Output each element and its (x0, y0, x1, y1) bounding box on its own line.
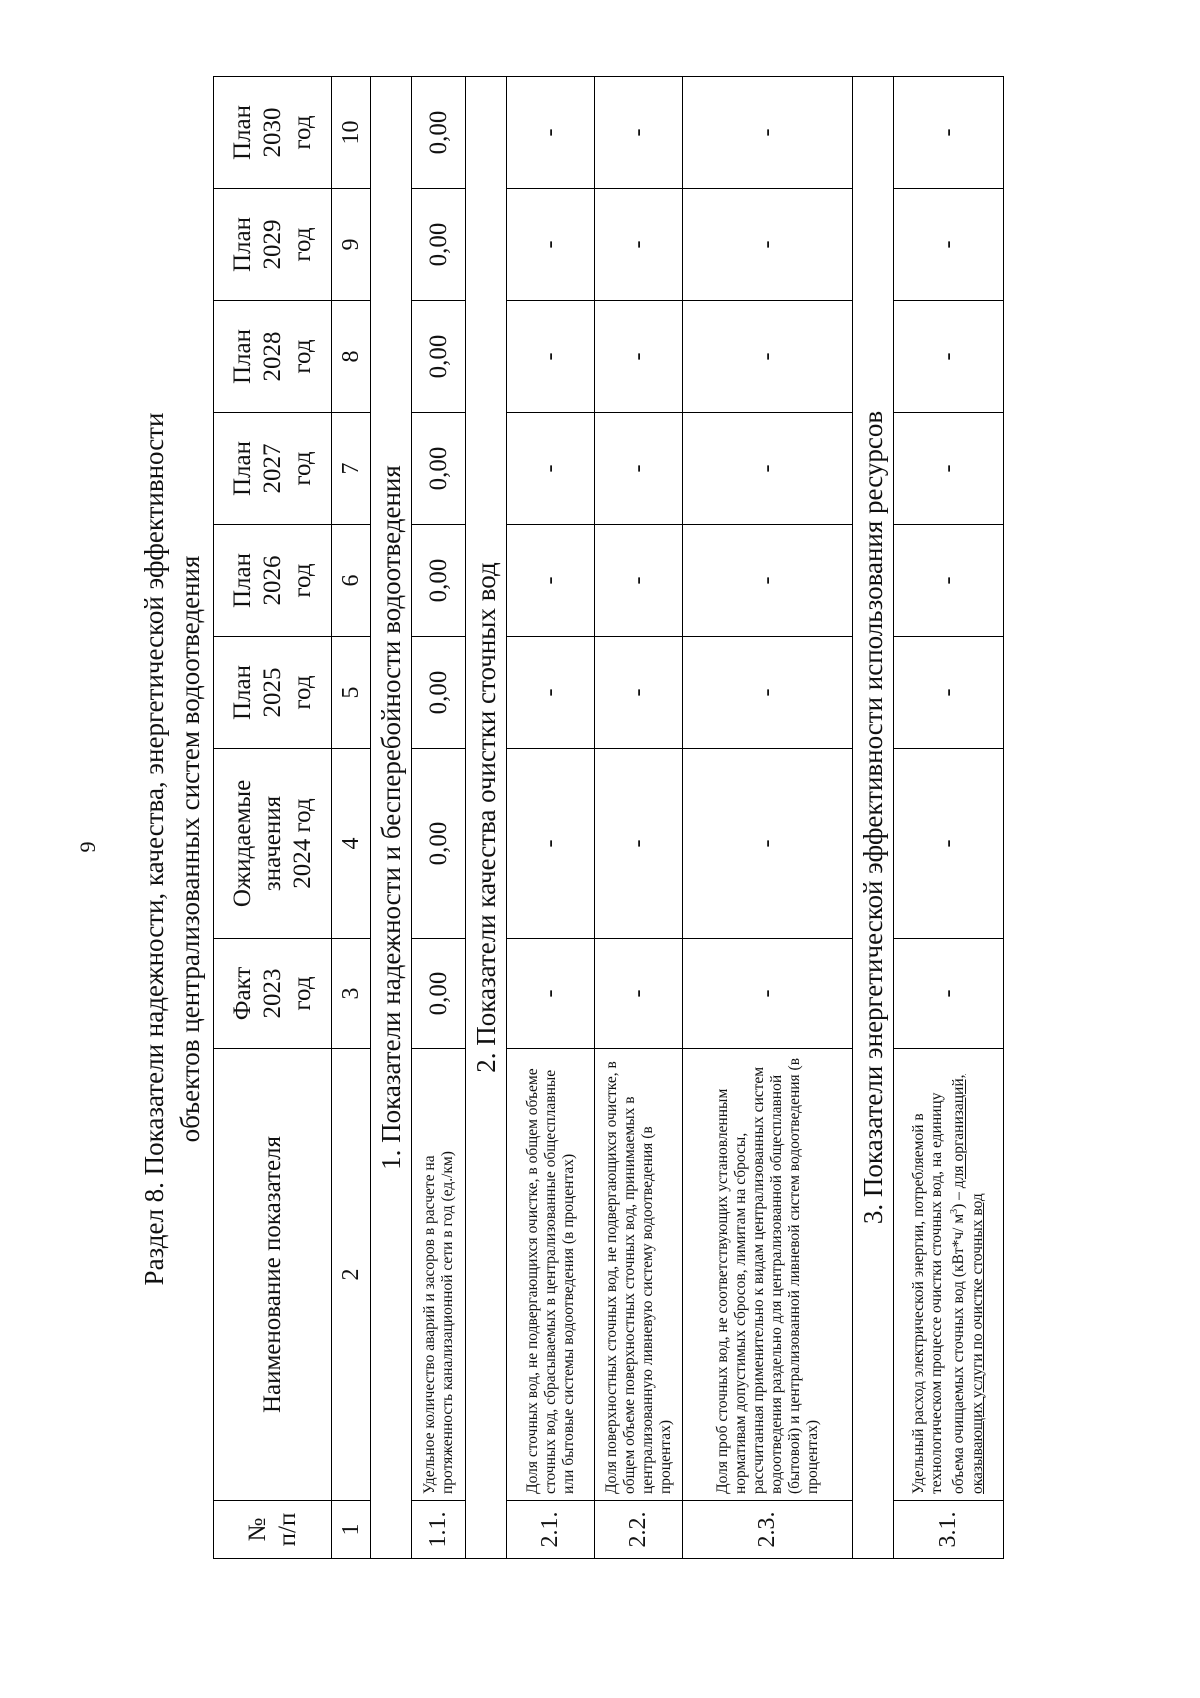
row-value: - (683, 525, 853, 637)
row-value: - (595, 749, 683, 939)
colnum-7: 7 (332, 413, 371, 525)
header-num: № п/п (214, 1501, 332, 1559)
header-col-10: План 2030 год (214, 77, 332, 189)
header-col-4: Ожидаемые значения 2024 год (214, 749, 332, 939)
row-num: 1.1. (412, 1501, 466, 1559)
title-line-2: объектов централизованных систем водоотведения (175, 555, 205, 1143)
row-value: 0,00 (412, 413, 466, 525)
row-value: - (683, 301, 853, 413)
table-row (894, 77, 1004, 1559)
row-desc: Удельное количество аварий и засоров в расчете на протяженность канализационной сети в год (ед./км) (412, 1049, 466, 1501)
row-value: - (507, 189, 595, 301)
section-title-2: 2. Показатели качества очистки сточных вод (466, 77, 507, 1559)
colnum-5: 5 (332, 637, 371, 749)
row-value: 0,00 (412, 77, 466, 189)
section-row-1 (371, 77, 412, 1559)
row-value: - (683, 749, 853, 939)
row-value: - (595, 637, 683, 749)
table-row (595, 77, 683, 1559)
row-value: 0,00 (412, 189, 466, 301)
header-name: Наименование показателя (214, 1049, 332, 1501)
row-value: - (683, 77, 853, 189)
row-value: - (507, 77, 595, 189)
colnum-4: 4 (332, 749, 371, 939)
row-desc-underlined: для организаций, оказывающих услуги по очистке сточных вод (950, 1074, 986, 1494)
row-value: 0,00 (412, 637, 466, 749)
header-col-9: План 2029 год (214, 189, 332, 301)
title-line-1: Раздел 8. Показатели надежности, качества, энергетической эффективности (139, 412, 169, 1286)
page-number: 9 (75, 841, 100, 853)
row-value: - (683, 637, 853, 749)
colnum-3: 3 (332, 939, 371, 1049)
section-row-3 (853, 77, 894, 1559)
row-value: 0,00 (412, 525, 466, 637)
row-value: - (595, 413, 683, 525)
section-title-1: 1. Показатели надежности и бесперебойности водоотведения (371, 77, 412, 1559)
row-num: 2.3. (683, 1501, 853, 1559)
section-title (136, 99, 208, 1599)
column-numbers-row (332, 77, 371, 1559)
row-value: - (894, 637, 1004, 749)
row-value: - (683, 189, 853, 301)
section-title-3: 3. Показатели энергетической эффективности использования ресурсов (853, 77, 894, 1559)
colnum-6: 6 (332, 525, 371, 637)
row-value: 0,00 (412, 301, 466, 413)
row-value: - (507, 637, 595, 749)
row-desc-tail: ) – (950, 1188, 968, 1209)
header-col-6: План 2026 год (214, 525, 332, 637)
row-value: - (595, 77, 683, 189)
row-value: - (894, 749, 1004, 939)
row-desc-superscript: 3 (949, 1208, 961, 1214)
row-value: - (894, 77, 1004, 189)
row-value: - (595, 525, 683, 637)
row-num: 2.2. (595, 1501, 683, 1559)
table-row (683, 77, 853, 1559)
row-num: 2.1. (507, 1501, 595, 1559)
header-col-7: План 2027 год (214, 413, 332, 525)
row-desc: Доля проб сточных вод, не соответствующих установленным нормативам допустимых сбросов, лимитам на сбросы, рассчитанная применительно к видам централизованных систем водоотведения раздельно для централизованной общесплавной (бытовой) и централизованной ливневой систем водоотведения (в процентах) (683, 1049, 853, 1501)
row-value: - (894, 189, 1004, 301)
table-row (507, 77, 595, 1559)
row-value: - (595, 189, 683, 301)
row-num: 3.1. (894, 1501, 1004, 1559)
row-desc: Доля сточных вод, не подвергающихся очистке, в общем объеме сточных вод, сбрасываемых в централизованные общесплавные или бытовые системы водоотведения (в процентах) (507, 1049, 595, 1501)
table-row (412, 77, 466, 1559)
header-col-3: Факт 2023 год (214, 939, 332, 1049)
row-value: - (507, 939, 595, 1049)
row-desc: Доля поверхностных сточных вод, не подвергающихся очистке, в общем объеме поверхностных сточных вод, принимаемых в централизованную ливневую систему водоотведения (в процентах) (595, 1049, 683, 1501)
header-col-8: План 2028 год (214, 301, 332, 413)
row-value: - (894, 939, 1004, 1049)
rotated-document (128, 99, 1128, 1599)
colnum-10: 10 (332, 77, 371, 189)
row-value: 0,00 (412, 749, 466, 939)
colnum-2: 2 (332, 1049, 371, 1501)
row-value: - (683, 939, 853, 1049)
row-value: - (894, 301, 1004, 413)
row-value: - (507, 525, 595, 637)
header-col-5: План 2025 год (214, 637, 332, 749)
colnum-9: 9 (332, 189, 371, 301)
row-value: - (894, 413, 1004, 525)
indicators-table (213, 76, 1004, 1559)
colnum-8: 8 (332, 301, 371, 413)
row-value: - (507, 749, 595, 939)
row-desc-main: Удельный расход электрической энергии, потребляемой в технологическом процессе очистки сточных вод, на единицу объема очищаемых сточных вод (кВт*ч/ м (910, 1092, 968, 1494)
row-value: - (894, 525, 1004, 637)
row-value: 0,00 (412, 939, 466, 1049)
row-value: - (507, 413, 595, 525)
row-desc (894, 1049, 1004, 1501)
header-row (214, 77, 332, 1559)
row-value: - (507, 301, 595, 413)
row-value: - (595, 939, 683, 1049)
section-row-2 (466, 77, 507, 1559)
colnum-1: 1 (332, 1501, 371, 1559)
row-value: - (595, 301, 683, 413)
row-value: - (683, 413, 853, 525)
